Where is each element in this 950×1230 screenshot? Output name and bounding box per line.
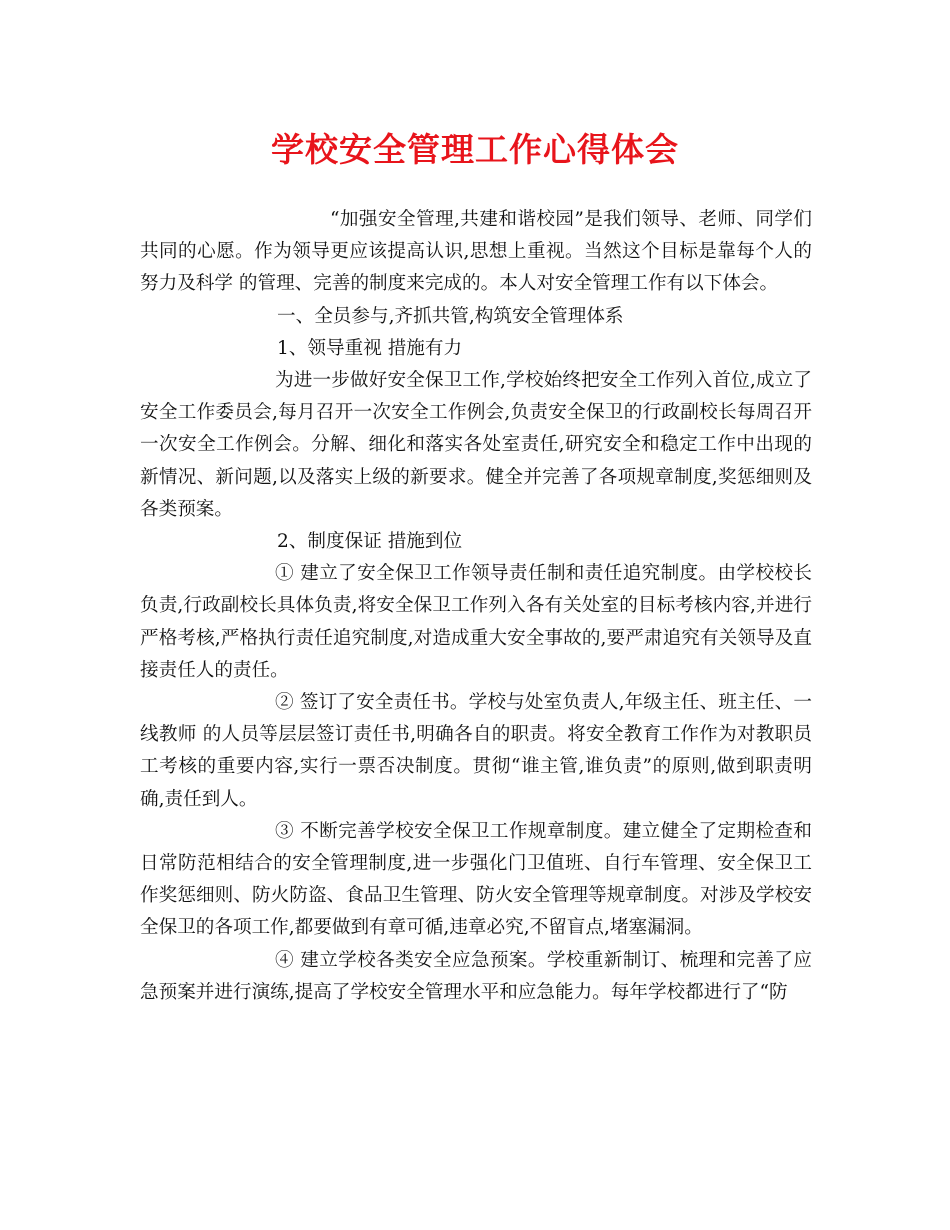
paragraph-item-1: ① 建立了安全保卫工作领导责任制和责任追究制度。由学校校长负责,行政副校长具体负责,将安全保卫工作列入各有关处室的目标考核内容,并进行严格考核,严格执行责任追究制度,对造成重大安全事故的,要严肃追究有关领导及直接责任人的责任。 (140, 563, 812, 681)
document-title: 学校安全管理工作心得体会 (271, 130, 679, 169)
subsection-heading-2: 2、制度保证 措施到位 (277, 531, 463, 553)
paragraph-intro: “加强安全管理,共建和谐校园”是我们领导、老师、同学们共同的心愿。作为领导更应该提高认识,思想上重视。当然这个目标是靠每个人的努力及科学 的管理、完善的制度来完成的。本人对安全管理工作有以下体会。 (140, 209, 812, 295)
section-heading-1: 一、全员参与,齐抓共管,构筑安全管理体系 (277, 305, 624, 327)
paragraph-item-2: ② 签订了安全责任书。学校与处室负责人,年级主任、班主任、一线教师 的人员等层层签订责任书,明确各自的职责。将安全教育工作作为对教职员工考核的重要内容,实行一票否决制度。贯彻“谁主管,谁负责”的原则,做到职责明确,责任到人。 (140, 692, 812, 810)
subsection-heading-1: 1、领导重视 措施有力 (277, 337, 463, 359)
paragraph-item-3: ③ 不断完善学校安全保卫工作规章制度。建立健全了定期检查和日常防范相结合的安全管理制度,进一步强化门卫值班、自行车管理、安全保卫工作奖惩细则、防火防盗、食品卫生管理、防火安全管理等规章制度。对涉及学校安全保卫的各项工作,都要做到有章可循,违章必究,不留盲点,堵塞漏洞。 (140, 820, 812, 939)
paragraph-leadership: 为进一步做好安全保卫工作,学校始终把安全工作列入首位,成立了安全工作委员会,每月召开一次安全工作例会,负责安全保卫的行政副校长每周召开一次安全工作例会。分解、细化和落实各处室责任,研究安全和稳定工作中出现的新情况、新问题,以及落实上级的新要求。健全并完善了各项规章制度,奖惩细则及各类预案。 (140, 370, 812, 520)
document-body (140, 204, 812, 1009)
paragraph-item-4: ④ 建立学校各类安全应急预案。学校重新制订、梳理和完善了应急预案并进行演练,提高了学校安全管理水平和应急能力。每年学校都进行了“防 (140, 949, 812, 1003)
